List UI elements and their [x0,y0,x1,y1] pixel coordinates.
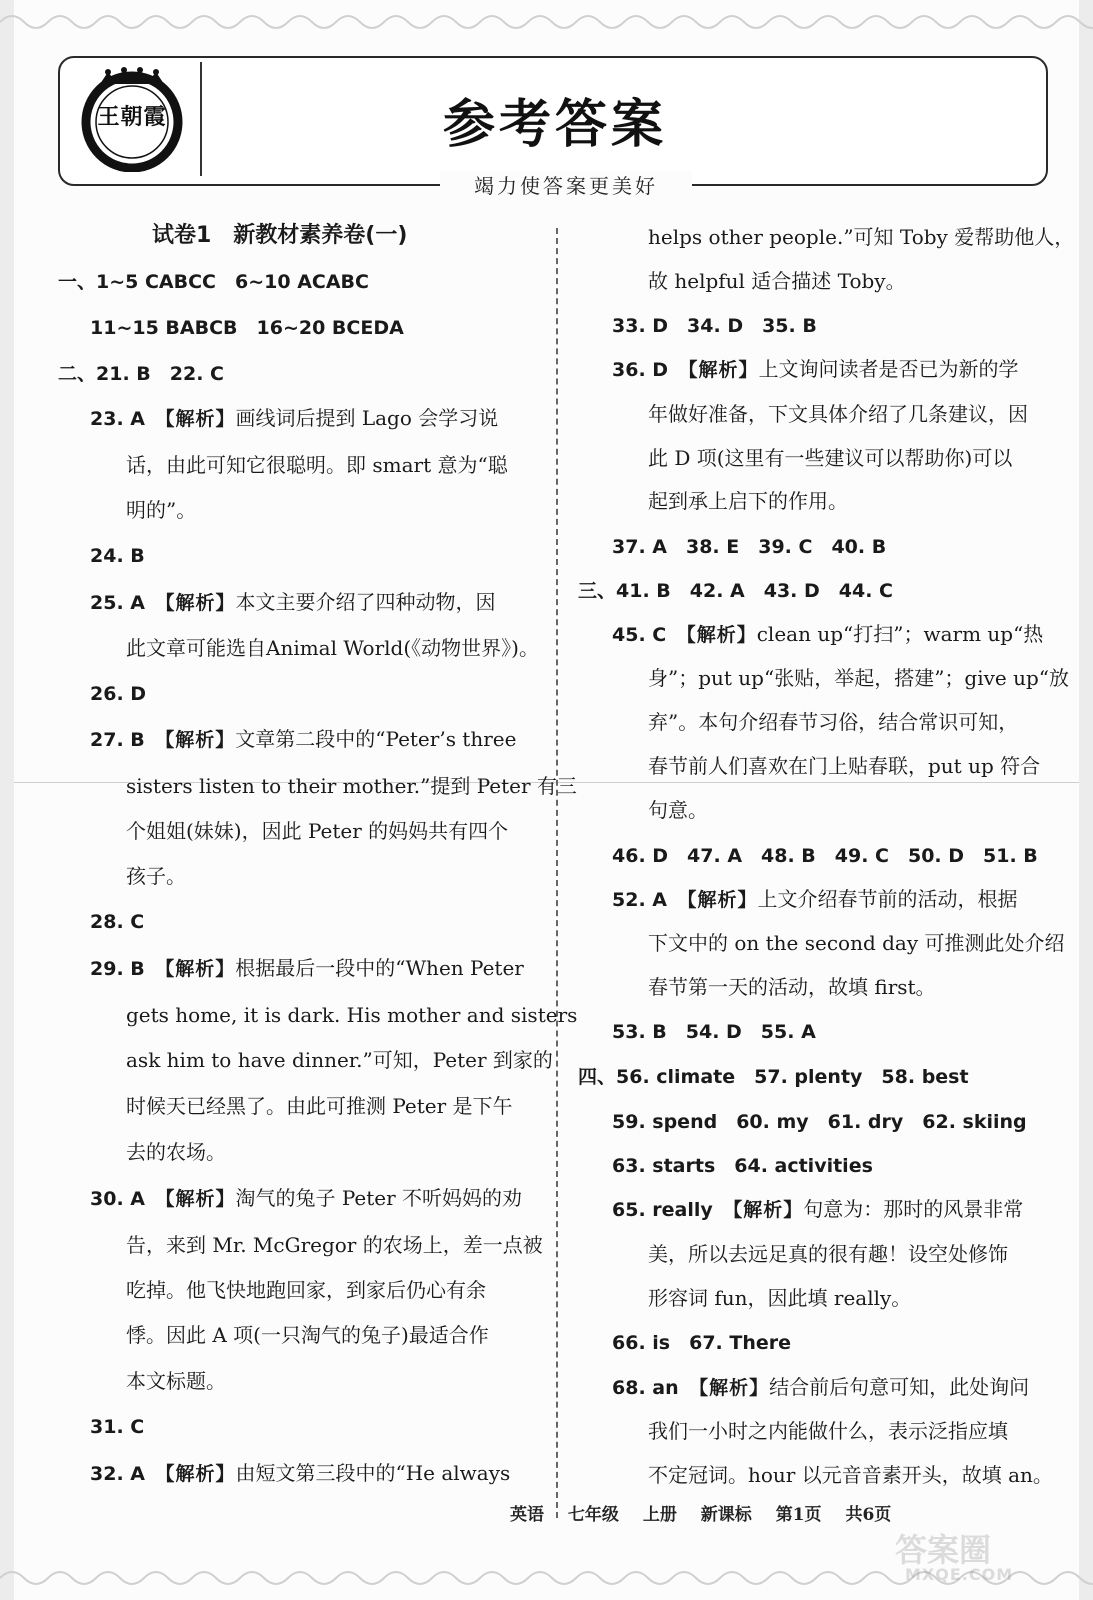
answer-item: 31. C [90,1416,145,1438]
explanation-line: 话，由此可知它很聪明。即 smart 意为“聪 [126,453,508,477]
explanation-line: helps other people.”可知 Toby 爱帮助他人， [648,225,1075,249]
explanation-line: 句意。 [648,798,708,822]
explanation-line: 弃”。本句介绍春节习俗，结合常识可知， [648,710,1019,734]
explanation-line: 春节前人们喜欢在门上贴春联，put up 符合 [648,754,1041,778]
answer-item: 25. A 【解析】本文主要介绍了四种动物，因 [90,590,496,614]
answer-line: 二、21. B 22. C [58,363,224,385]
explanation-line: 下文中的 on the second day 可推测此处介绍 [648,931,1065,955]
answer-item: 27. B 【解析】文章第二段中的“Peter’s three [90,727,517,751]
footer-volume: 上册 [642,1505,677,1525]
brand-logo [78,64,186,172]
page-title: 参考答案 [442,95,667,155]
answer-item: 24. B [90,545,145,567]
section-title: 试卷1 新教材素养卷(一) [152,223,408,248]
explanation-line: 春节第一天的活动，故填 first。 [648,975,936,999]
explanation-line: 此文章可能选自Animal World(《动物世界》)。 [126,636,539,660]
footer-edition: 新课标 [700,1505,752,1525]
explanation-line: 美，所以去远足真的很有趣！设空处修饰 [648,1242,1008,1266]
answer-item: 29. B 【解析】根据最后一段中的“When Peter [90,956,524,980]
footer-total: 共6页 [845,1505,892,1525]
explanation-line: 时候天已经黑了。由此可推测 Peter 是下午 [126,1094,513,1118]
explanation-line: sisters listen to their mother.”提到 Peter 有三 [126,774,577,798]
explanation-line: 年做好准备，下文具体介绍了几条建议，因 [648,402,1028,426]
explanation-line: 个姐姐(妹妹)，因此 Peter 的妈妈共有四个 [126,819,509,843]
explanation-line: 本文标题。 [126,1369,226,1393]
explanation-line: 孩子。 [126,864,186,888]
answer-item: 45. C 【解析】clean up“打扫”；warm up“热 [612,622,1044,646]
answer-item: 30. A 【解析】淘气的兔子 Peter 不听妈妈的劝 [90,1186,523,1210]
footer-subject: 英语 [510,1505,544,1525]
answer-line: 33. D 34. D 35. B [612,315,817,337]
explanation-line: 不定冠词。hour 以元音音素开头，故填 an。 [648,1463,1053,1487]
answer-line: 59. spend 60. my 61. dry 62. skiing [612,1111,1027,1133]
answer-item: 65. really 【解析】句意为：那时的风景非常 [612,1197,1024,1221]
answer-line: 三、41. B 42. A 43. D 44. C [578,580,893,602]
answer-line: 63. starts 64. activities [612,1155,873,1177]
watermark-text: 答案圈 [895,1531,992,1569]
explanation-line: 起到承上启下的作用。 [648,489,848,513]
explanation-line: 告，来到 Mr. McGregor 的农场上，差一点被 [126,1233,543,1257]
answer-item: 52. A 【解析】上文介绍春节前的活动，根据 [612,887,1018,911]
logo-text: 王朝霞 [97,104,167,130]
answer-line: 66. is 67. There [612,1332,791,1354]
tagline: 竭力使答案更美好 [440,170,692,199]
answer-line: 四、56. climate 57. plenty 58. best [578,1066,969,1088]
explanation-line: 明的”。 [126,498,197,522]
watermark-url: MXQE.COM [905,1565,1014,1584]
explanation-line: gets home, it is dark. His mother and sisters [126,1003,578,1027]
explanation-line: 悸。因此 A 项(一只淘气的兔子)最适合作 [126,1323,489,1347]
explanation-line: 身”；put up“张贴，举起，搭建”；give up“放 [648,666,1070,690]
answer-line: 一、1~5 CABCC 6~10 ACABC [58,271,369,293]
explanation-line: 形容词 fun，因此填 really。 [648,1286,912,1310]
answer-line: 11~15 BABCB 16~20 BCEDA [90,317,404,339]
explanation-line: ask him to have dinner.”可知，Peter 到家的 [126,1048,553,1072]
footer-grade: 七年级 [567,1505,619,1525]
explanation-line: 我们一小时之内能做什么，表示泛指应填 [648,1419,1008,1443]
answer-item: 28. C [90,911,145,933]
answer-line: 53. B 54. D 55. A [612,1021,816,1043]
answer-line: 46. D 47. A 48. B 49. C 50. D 51. B [612,845,1038,867]
answer-item: 26. D [90,683,147,705]
explanation-line: 去的农场。 [126,1140,226,1164]
answer-item: 68. an 【解析】结合前后句意可知，此处询问 [612,1375,1030,1399]
footer-page: 第1页 [775,1505,822,1525]
header-divider [200,62,202,176]
explanation-line: 故 helpful 适合描述 Toby。 [648,269,906,293]
explanation-line: 此 D 项(这里有一些建议可以帮助你)可以 [648,446,1013,470]
column-divider [556,228,558,1518]
explanation-line: 吃掉。他飞快地跑回家，到家后仍心有余 [126,1278,486,1302]
answer-item: 32. A 【解析】由短文第三段中的“He always [90,1461,511,1485]
answer-item: 23. A 【解析】画线词后提到 Lago 会学习说 [90,406,499,430]
watermark-logo [895,1525,1075,1587]
answer-item: 36. D 【解析】上文询问读者是否已为新的学 [612,357,1019,381]
top-wave-border [0,0,1093,40]
answer-line: 37. A 38. E 39. C 40. B [612,536,887,558]
page-footer [510,1500,909,1525]
